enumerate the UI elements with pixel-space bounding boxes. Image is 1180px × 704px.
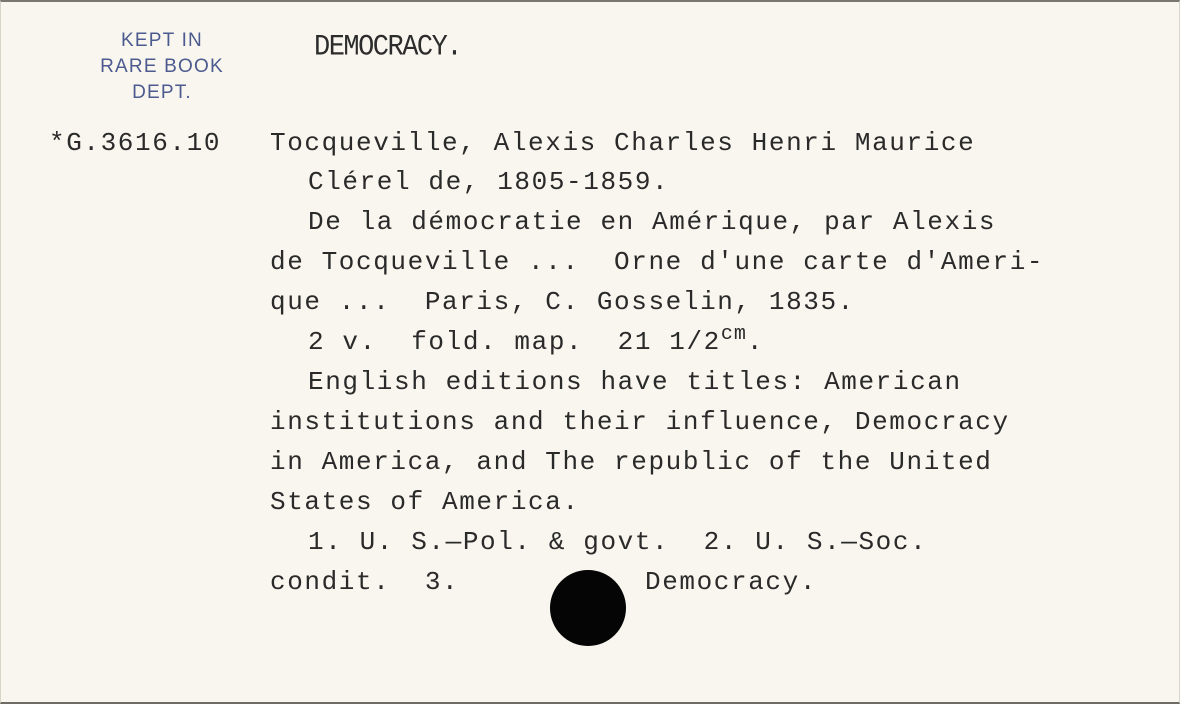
title-line-2: de Tocqueville ... Orne d'une carte d'Ameri- (270, 247, 1045, 277)
stamp-line-3: DEPT. (132, 82, 192, 103)
collation-end: . (746, 327, 765, 357)
call-number: *G.3616.10 (49, 128, 222, 158)
note-line-1: English editions have titles: American (308, 367, 962, 397)
title-line-3: que ... Paris, C. Gosselin, 1835. (270, 287, 855, 317)
subject-heading: DEMOCRACY. (314, 32, 462, 65)
collation-line (308, 325, 764, 362)
collation-main: 2 v. fold. map. 21 1/2 (308, 327, 721, 357)
note-line-4: States of America. (270, 487, 580, 517)
rare-book-stamp (67, 28, 257, 106)
subjects-line-1: 1. U. S.—Pol. & govt. 2. U. S.—Soc. (308, 527, 928, 557)
subjects-line-2b: Democracy. (645, 567, 818, 597)
stamp-line-1: KEPT IN (121, 30, 203, 51)
author-line-2: Clérel de, 1805-1859. (308, 167, 670, 197)
punch-hole (550, 570, 626, 646)
note-line-3: in America, and The republic of the United (270, 447, 993, 477)
title-line-1: De la démocratie en Amérique, par Alexis (308, 207, 997, 237)
stamp-line-2: RARE BOOK (100, 56, 224, 77)
author-line-1: Tocqueville, Alexis Charles Henri Maurice (270, 128, 976, 158)
note-line-2: institutions and their influence, Democracy (270, 407, 1010, 437)
collation-unit: cm (720, 323, 747, 346)
subjects-line-2a: condit. 3. (270, 567, 460, 597)
